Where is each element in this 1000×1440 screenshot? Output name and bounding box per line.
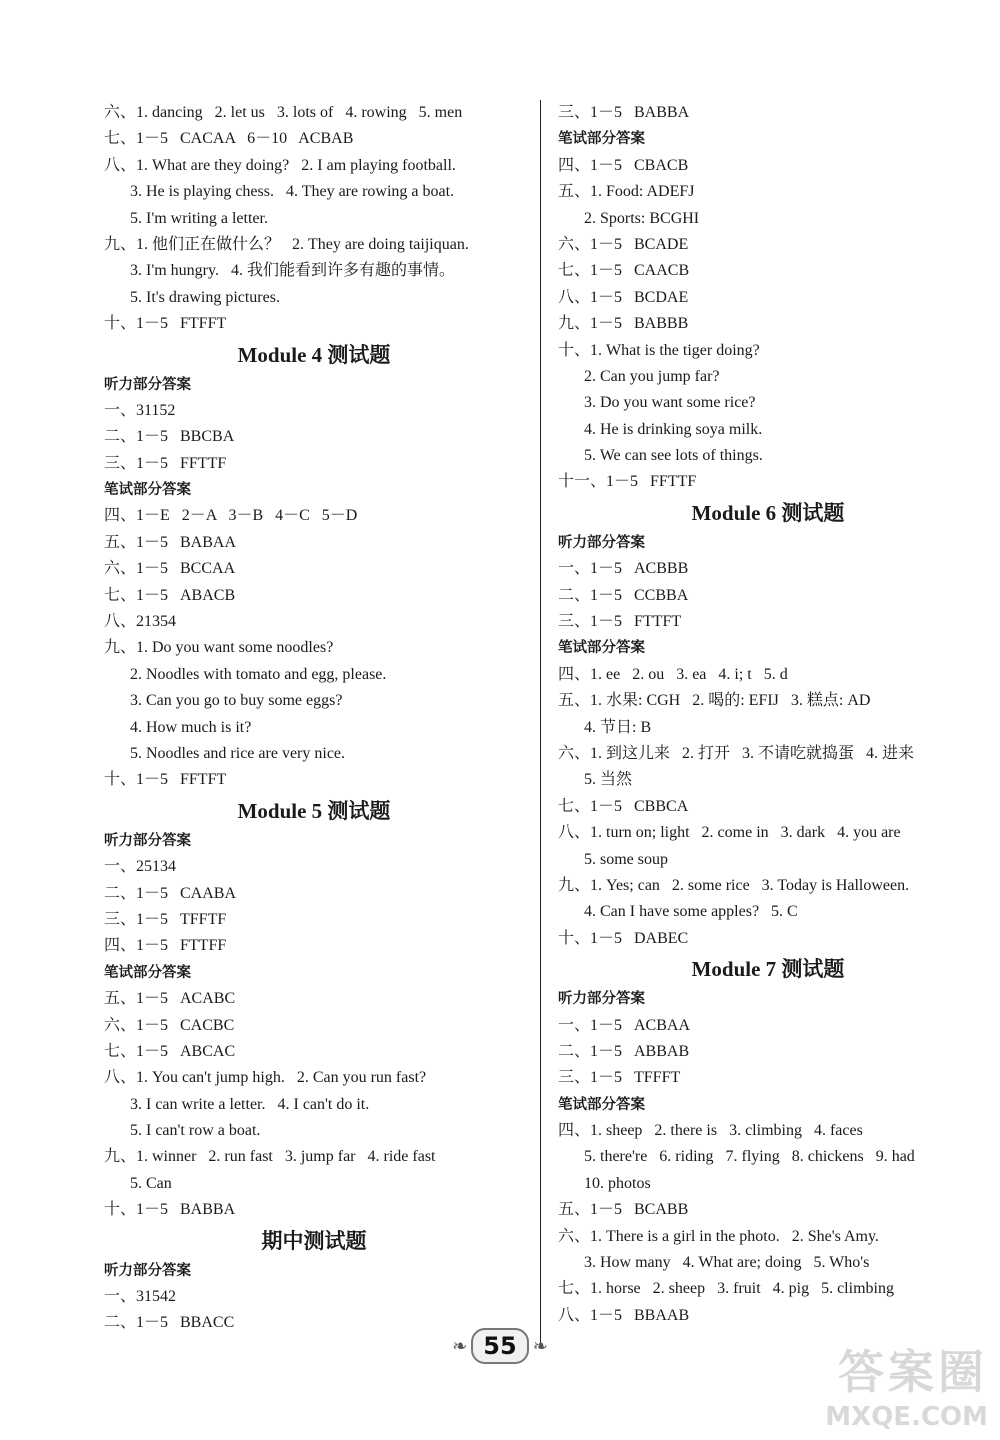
answer-line: 六、1. 到这儿来 2. 打开 3. 不请吃就捣蛋 4. 进来	[558, 744, 915, 762]
answer-line: 四、1－E 2－A 3－B 4－C 5－D	[104, 507, 358, 525]
answer-line: 八、1－5 BBAAB	[558, 1306, 690, 1324]
answer-line: 四、1－5 CBACB	[558, 156, 689, 174]
answer-line: 六、1－5 BCADE	[558, 235, 689, 253]
answer-line: 九、1. Yes; can 2. some rice 3. Today is Halloween.	[558, 876, 910, 894]
answer-line: 3. I can write a letter. 4. I can't do it.	[130, 1095, 370, 1113]
leaf-ornament-right-icon: ❧	[532, 1335, 548, 1356]
answer-line: 3. Do you want some rice?	[584, 394, 756, 412]
answer-line: 5. We can see lots of things.	[584, 447, 763, 465]
answer-line: 四、1. ee 2. ou 3. ea 4. i; t 5. d	[558, 665, 788, 683]
answer-line: 一、25134	[104, 858, 177, 876]
answer-line: 六、1. There is a girl in the photo. 2. She's Amy.	[558, 1227, 879, 1245]
right-column	[558, 100, 978, 1329]
answer-line: 三、1－5 FTTFT	[558, 613, 682, 631]
section-heading: 期中测试题	[261, 1228, 367, 1253]
subsection-label: 听力部分答案	[558, 534, 645, 551]
subsection-label: 笔试部分答案	[104, 482, 191, 499]
answer-line: 4. Can I have some apples? 5. C	[584, 903, 798, 921]
answer-line: 5. I'm writing a letter.	[130, 209, 268, 227]
subsection-label: 笔试部分答案	[558, 1096, 645, 1113]
subsection-label: 笔试部分答案	[558, 131, 645, 148]
answer-line: 三、1－5 TFFFT	[558, 1069, 681, 1087]
answer-line: 十、1－5 DABEC	[558, 929, 689, 947]
answer-line: 八、1. You can't jump high. 2. Can you run fast?	[104, 1069, 427, 1087]
answer-line: 5. there're 6. riding 7. flying 8. chickens 9. had	[584, 1148, 915, 1166]
answer-line: 八、1. What are they doing? 2. I am playing football.	[104, 156, 456, 174]
subsection-label: 听力部分答案	[558, 991, 645, 1008]
answer-line: 五、1. 水果: CGH 2. 喝的: EFIJ 3. 糕点: AD	[558, 692, 871, 710]
section-heading: Module 7 测试题	[691, 957, 845, 982]
answer-line: 九、1－5 BABBB	[558, 315, 689, 333]
section-heading: Module 4 测试题	[237, 342, 391, 367]
answer-line: 一、31542	[104, 1288, 177, 1306]
answer-line: 七、1－5 ABACB	[104, 586, 236, 604]
column-divider	[540, 100, 541, 1345]
answer-line: 三、1－5 BABBA	[558, 104, 690, 121]
answer-line: 九、1. Do you want some noodles?	[104, 639, 334, 657]
answer-line: 十一、1－5 FFTTF	[558, 473, 697, 491]
answer-line: 七、1－5 ABCAC	[104, 1042, 236, 1060]
answer-line: 三、1－5 TFFTF	[104, 910, 227, 928]
answer-line: 七、1－5 CAACB	[558, 262, 690, 280]
answer-line: 3. I'm hungry. 4. 我们能看到许多有趣的事情。	[130, 262, 455, 280]
subsection-label: 笔试部分答案	[558, 640, 645, 657]
answer-line: 三、1－5 FFTTF	[104, 454, 227, 472]
answer-line: 2. Noodles with tomato and egg, please.	[130, 665, 387, 683]
answer-line: 一、31152	[104, 401, 176, 419]
leaf-ornament-left-icon: ❧	[452, 1335, 468, 1356]
answer-line: 5. 当然	[584, 771, 633, 789]
answer-line: 二、1－5 CAABA	[104, 884, 237, 902]
section-heading: Module 5 测试题	[237, 798, 391, 823]
watermark-site: MXQE.COM	[825, 1402, 988, 1432]
answer-line: 二、1－5 BBCBA	[104, 428, 235, 446]
answer-line: 六、1. dancing 2. let us 3. lots of 4. rowing 5. men	[104, 104, 463, 121]
answer-line: 五、1－5 BABAA	[104, 533, 237, 551]
answer-line: 3. He is playing chess. 4. They are rowing a boat.	[130, 183, 455, 201]
answer-line: 3. Can you go to buy some eggs?	[130, 692, 343, 710]
answer-line: 四、1－5 FTTFF	[104, 937, 227, 955]
answer-line: 二、1－5 ABBAB	[558, 1042, 690, 1060]
subsection-label: 听力部分答案	[104, 376, 191, 393]
answer-line: 十、1－5 FFTFT	[104, 771, 227, 789]
answer-line: 五、1－5 ACABC	[104, 990, 236, 1008]
answer-line: 十、1－5 FTFFT	[104, 315, 227, 333]
answer-line: 十、1－5 BABBA	[104, 1201, 236, 1219]
answer-line: 2. Sports: BCGHI	[584, 209, 700, 227]
subsection-label: 笔试部分答案	[104, 964, 191, 981]
watermark-logo: 答案圈	[838, 1345, 988, 1399]
answer-line: 5. I can't row a boat.	[130, 1122, 261, 1140]
answer-line: 九、1. winner 2. run fast 3. jump far 4. ride fast	[104, 1148, 436, 1166]
answer-line: 八、21354	[104, 613, 177, 631]
answer-line: 六、1－5 BCCAA	[104, 560, 236, 578]
subsection-label: 听力部分答案	[104, 1262, 191, 1279]
answer-line: 八、1. turn on; light 2. come in 3. dark 4. you are	[558, 824, 901, 842]
answer-line: 七、1. horse 2. sheep 3. fruit 4. pig 5. climbing	[558, 1280, 894, 1298]
answer-line: 五、1－5 BCABB	[558, 1201, 689, 1219]
answer-line: 4. 节日: B	[584, 718, 652, 736]
answer-line: 二、1－5 CCBBA	[558, 586, 689, 604]
subsection-label: 听力部分答案	[104, 832, 191, 849]
left-column	[104, 100, 524, 1337]
answer-line: 4. How much is it?	[130, 718, 252, 736]
answer-line: 七、1－5 CBBCA	[558, 797, 689, 815]
answer-line: 3. How many 4. What are; doing 5. Who's	[584, 1254, 870, 1272]
answer-line: 5. some soup	[584, 850, 668, 868]
answer-line: 一、1－5 ACBAA	[558, 1016, 691, 1034]
answer-line: 五、1. Food: ADEFJ	[558, 183, 695, 201]
answer-line: 5. Noodles and rice are very nice.	[130, 744, 346, 762]
answer-line: 10. photos	[584, 1174, 651, 1192]
answer-line: 一、1－5 ACBBB	[558, 560, 689, 578]
answer-line: 四、1. sheep 2. there is 3. climbing 4. faces	[558, 1122, 863, 1140]
watermark	[825, 1336, 988, 1432]
answer-line: 十、1. What is the tiger doing?	[558, 341, 760, 359]
answer-line: 七、1－5 CACAA 6－10 ACBAB	[104, 130, 354, 148]
answer-line: 5. It's drawing pictures.	[130, 288, 280, 306]
answer-line: 4. He is drinking soya milk.	[584, 420, 763, 438]
section-heading: Module 6 测试题	[691, 500, 845, 525]
answer-line: 九、1. 他们正在做什么？ 2. They are doing taijiquan.	[104, 235, 469, 253]
page-number: 55	[471, 1328, 528, 1364]
answer-line: 2. Can you jump far?	[584, 367, 720, 385]
answer-line: 5. Can	[130, 1174, 172, 1192]
answer-line: 八、1－5 BCDAE	[558, 288, 689, 306]
answer-line: 二、1－5 BBACC	[104, 1314, 235, 1332]
answer-line: 六、1－5 CACBC	[104, 1016, 235, 1034]
